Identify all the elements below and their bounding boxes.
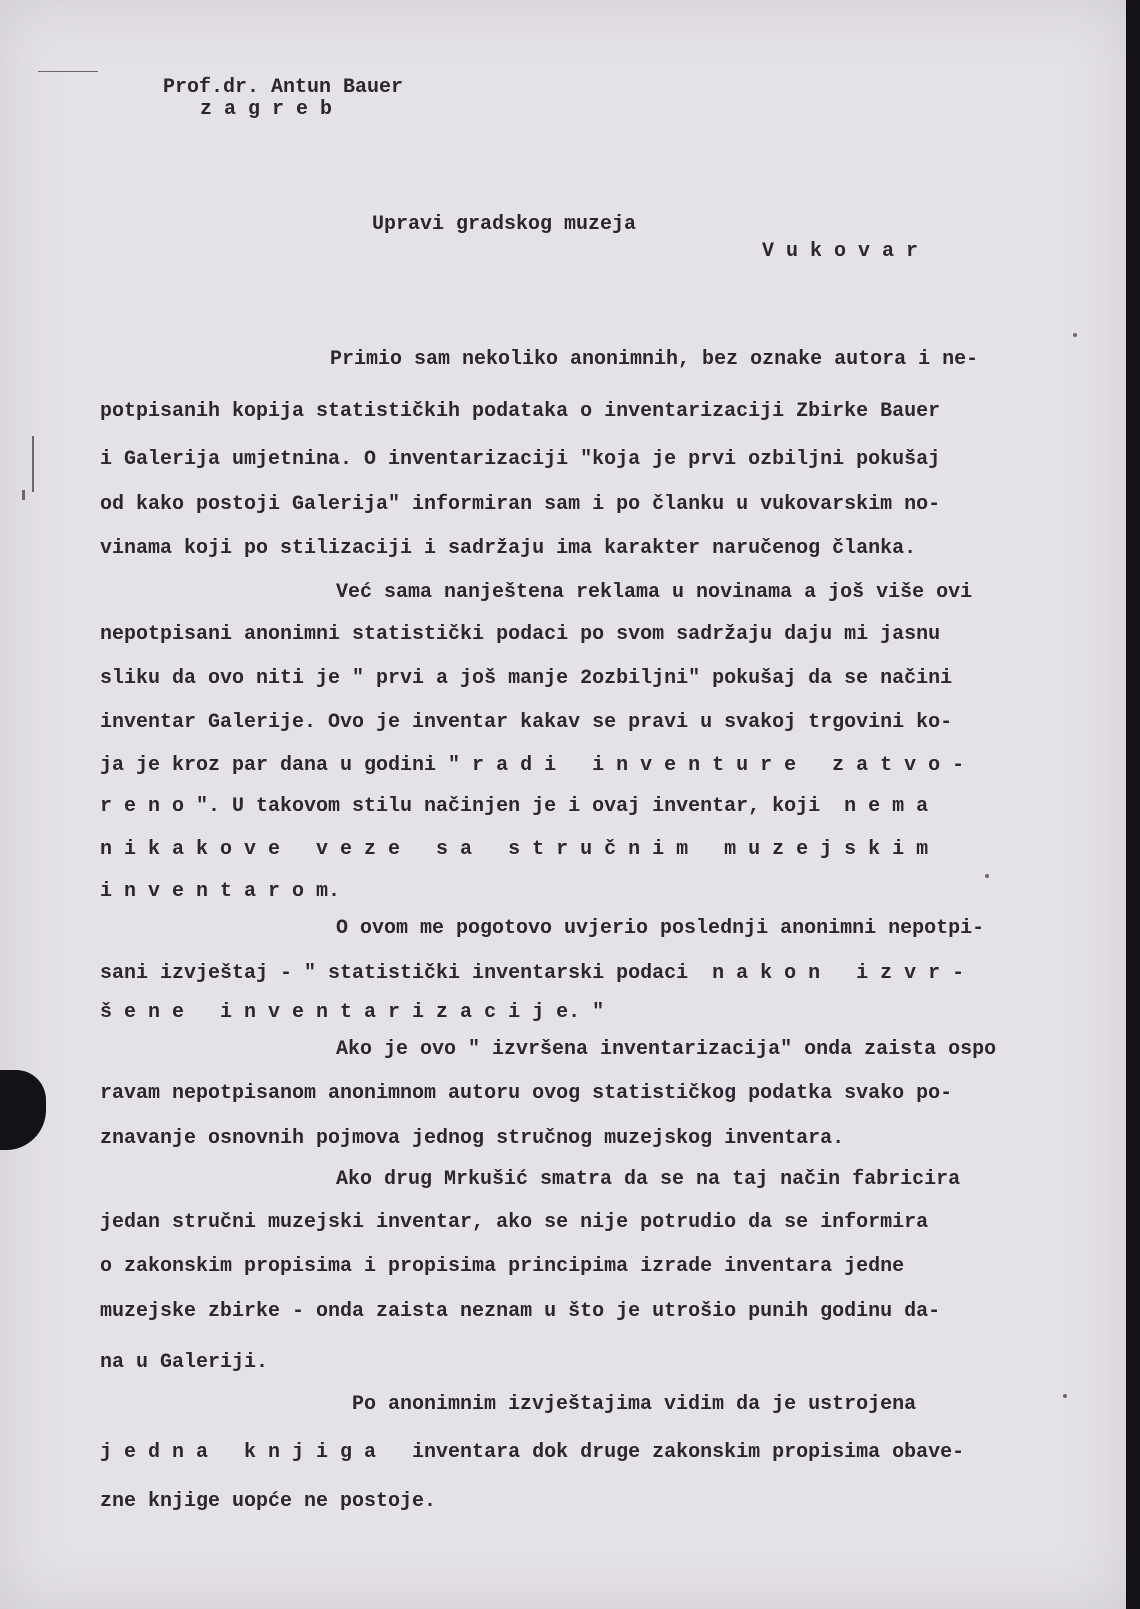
body-line: vinama koji po stilizaciji i sadržaju ima karakter naručenog članka. <box>100 537 917 560</box>
paper-speck <box>985 874 989 878</box>
body-line: Primio sam nekoliko anonimnih, bez oznake autora i ne- <box>330 348 979 371</box>
body-line: sliku da ovo niti je " prvi a još manje 2ozbiljni" pokušaj da se načini <box>100 667 953 690</box>
margin-mark <box>32 436 34 492</box>
body-line: znavanje osnovnih pojmova jednog stručnog muzejskog inventara. <box>100 1127 845 1150</box>
body-line: muzejske zbirke - onda zaista neznam u što je utrošio punih godinu da- <box>100 1300 941 1323</box>
body-line: š e n e i n v e n t a r i z a c i j e. " <box>100 1001 605 1024</box>
body-line: na u Galeriji. <box>100 1351 269 1374</box>
body-line: i Galerija umjetnina. O inventarizaciji "koja je prvi ozbiljni pokušaj <box>100 448 941 471</box>
recipient-institution: Upravi gradskog muzeja <box>372 213 637 236</box>
margin-mark <box>22 490 25 500</box>
paper-speck <box>1073 333 1077 337</box>
body-line: n i k a k o v e v e z e s a s t r u č n i m m u z e j s k i m <box>100 838 929 861</box>
body-line: i n v e n t a r o m. <box>100 880 341 903</box>
paper-speck <box>1063 1394 1067 1398</box>
body-line: potpisanih kopija statističkih podataka o inventarizaciji Zbirke Bauer <box>100 400 941 423</box>
body-line: ravam nepotpisanom anonimnom autoru ovog statističkog podatka svako po- <box>100 1082 953 1105</box>
body-line: jedan stručni muzejski inventar, ako se nije potrudio da se informira <box>100 1211 929 1234</box>
margin-scratch <box>38 71 98 72</box>
body-line: zne knjige uopće ne postoje. <box>100 1490 437 1513</box>
body-line: inventar Galerije. Ovo je inventar kakav se pravi u svakoj trgovini ko- <box>100 711 953 734</box>
sender-name: Prof.dr. Antun Bauer <box>163 76 404 99</box>
body-line: Već sama nanještena reklama u novinama a još više ovi <box>336 581 973 604</box>
body-line: od kako postoji Galerija" informiran sam i po članku u vukovarskim no- <box>100 493 941 516</box>
body-line: Ako drug Mrkušić smatra da se na taj način fabricira <box>336 1168 961 1191</box>
body-line: Ako je ovo " izvršena inventarizacija" onda zaista ospo <box>336 1038 997 1061</box>
body-line: r e n o ". U takovom stilu načinjen je i ovaj inventar, koji n e m a <box>100 795 929 818</box>
recipient-city: V u k o v a r <box>762 240 919 263</box>
body-line: o zakonskim propisima i propisima principima izrade inventara jedne <box>100 1255 905 1278</box>
body-line: sani izvještaj - " statistički inventarski podaci n a k o n i z v r - <box>100 962 965 985</box>
body-line: Po anonimnim izvještajima vidim da je ustrojena <box>352 1393 917 1416</box>
body-line: ja je kroz par dana u godini " r a d i i n v e n t u r e z a t v o - <box>100 754 965 777</box>
sender-city: z a g r e b <box>200 98 333 121</box>
body-line: j e d n a k n j i g a inventara dok druge zakonskim propisima obave- <box>100 1441 965 1464</box>
body-line: nepotpisani anonimni statistički podaci po svom sadržaju daju mi jasnu <box>100 623 941 646</box>
body-line: O ovom me pogotovo uvjerio poslednji anonimni nepotpi- <box>336 917 985 940</box>
